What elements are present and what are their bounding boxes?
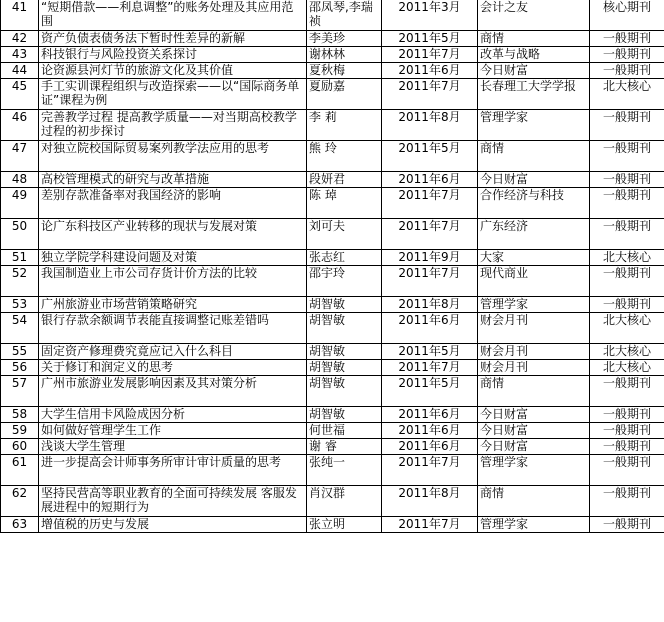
journal-cell: 财会月刊 xyxy=(478,360,590,376)
publish-date-cell: 2011年6月 xyxy=(382,439,478,455)
author-cell: 陈 琸 xyxy=(307,188,382,219)
journal-level-cell: 一般期刊 xyxy=(590,455,664,486)
row-number-cell: 54 xyxy=(1,313,39,344)
row-number-cell: 62 xyxy=(1,486,39,517)
publish-date-cell: 2011年7月 xyxy=(382,455,478,486)
table-row xyxy=(1,47,664,63)
row-number-cell: 41 xyxy=(1,0,39,31)
journal-level-cell: 一般期刊 xyxy=(590,423,664,439)
row-number-cell: 42 xyxy=(1,31,39,47)
author-cell: 胡智敏 xyxy=(307,360,382,376)
table-row xyxy=(1,486,664,517)
publish-date-cell: 2011年7月 xyxy=(382,517,478,533)
journal-cell: 会计之友 xyxy=(478,0,590,31)
author-cell: 肖汉群 xyxy=(307,486,382,517)
journal-level-cell: 一般期刊 xyxy=(590,47,664,63)
row-number-cell: 50 xyxy=(1,219,39,250)
table-row xyxy=(1,297,664,313)
author-cell: 段妍君 xyxy=(307,172,382,188)
paper-title-cell: 浅谈大学生管理 xyxy=(39,439,307,455)
publish-date-cell: 2011年6月 xyxy=(382,407,478,423)
journal-level-cell: 一般期刊 xyxy=(590,486,664,517)
publish-date-cell: 2011年8月 xyxy=(382,297,478,313)
row-number-cell: 57 xyxy=(1,376,39,407)
paper-title-cell: 关于修订和润定义的思考 xyxy=(39,360,307,376)
journal-cell: 长春理工大学学报 xyxy=(478,79,590,110)
publish-date-cell: 2011年6月 xyxy=(382,172,478,188)
author-cell: 谢林林 xyxy=(307,47,382,63)
journal-level-cell: 一般期刊 xyxy=(590,517,664,533)
journal-cell: 管理学家 xyxy=(478,517,590,533)
table-row xyxy=(1,376,664,407)
row-number-cell: 53 xyxy=(1,297,39,313)
author-cell: 张立明 xyxy=(307,517,382,533)
journal-level-cell: 一般期刊 xyxy=(590,31,664,47)
journal-cell: 商情 xyxy=(478,31,590,47)
table-row xyxy=(1,266,664,297)
paper-title-cell: 固定资产修理费究竟应记入什么科目 xyxy=(39,344,307,360)
table-row xyxy=(1,313,664,344)
paper-title-cell: 进一步提高会计师事务所审计审计质量的思考 xyxy=(39,455,307,486)
publish-date-cell: 2011年6月 xyxy=(382,63,478,79)
row-number-cell: 44 xyxy=(1,63,39,79)
paper-title-cell: 银行存款余额调节表能直接调整记账差错吗 xyxy=(39,313,307,344)
journal-cell: 管理学家 xyxy=(478,110,590,141)
journal-level-cell: 一般期刊 xyxy=(590,439,664,455)
row-number-cell: 59 xyxy=(1,423,39,439)
publish-date-cell: 2011年7月 xyxy=(382,219,478,250)
journal-cell: 商情 xyxy=(478,486,590,517)
author-cell: 胡智敏 xyxy=(307,407,382,423)
table-row xyxy=(1,219,664,250)
row-number-cell: 55 xyxy=(1,344,39,360)
paper-title-cell: 如何做好管理学生工作 xyxy=(39,423,307,439)
table-row xyxy=(1,0,664,31)
journal-cell: 今日财富 xyxy=(478,423,590,439)
journal-level-cell: 一般期刊 xyxy=(590,188,664,219)
journal-cell: 管理学家 xyxy=(478,455,590,486)
table-row xyxy=(1,63,664,79)
table-row xyxy=(1,517,664,533)
row-number-cell: 48 xyxy=(1,172,39,188)
publish-date-cell: 2011年7月 xyxy=(382,360,478,376)
author-cell: 何世福 xyxy=(307,423,382,439)
author-cell: 胡智敏 xyxy=(307,376,382,407)
publish-date-cell: 2011年7月 xyxy=(382,188,478,219)
journal-level-cell: 一般期刊 xyxy=(590,141,664,172)
publish-date-cell: 2011年7月 xyxy=(382,79,478,110)
publish-date-cell: 2011年9月 xyxy=(382,250,478,266)
author-cell: 夏励嘉 xyxy=(307,79,382,110)
publish-date-cell: 2011年7月 xyxy=(382,47,478,63)
publish-date-cell: 2011年7月 xyxy=(382,266,478,297)
table-row xyxy=(1,79,664,110)
row-number-cell: 56 xyxy=(1,360,39,376)
journal-cell: 广东经济 xyxy=(478,219,590,250)
journal-level-cell: 北大核心 xyxy=(590,79,664,110)
journal-level-cell: 北大核心 xyxy=(590,313,664,344)
journal-cell: 合作经济与科技 xyxy=(478,188,590,219)
row-number-cell: 63 xyxy=(1,517,39,533)
paper-title-cell: 大学生信用卡风险成因分析 xyxy=(39,407,307,423)
row-number-cell: 45 xyxy=(1,79,39,110)
paper-title-cell: 独立学院学科建设问题及对策 xyxy=(39,250,307,266)
publish-date-cell: 2011年5月 xyxy=(382,141,478,172)
journal-cell: 财会月刊 xyxy=(478,344,590,360)
table-row xyxy=(1,423,664,439)
row-number-cell: 51 xyxy=(1,250,39,266)
journal-level-cell: 一般期刊 xyxy=(590,297,664,313)
publication-table-body xyxy=(1,0,664,533)
journal-level-cell: 一般期刊 xyxy=(590,63,664,79)
table-row xyxy=(1,407,664,423)
journal-cell: 管理学家 xyxy=(478,297,590,313)
journal-level-cell: 北大核心 xyxy=(590,360,664,376)
row-number-cell: 52 xyxy=(1,266,39,297)
author-cell: 邵宇玲 xyxy=(307,266,382,297)
row-number-cell: 60 xyxy=(1,439,39,455)
row-number-cell: 58 xyxy=(1,407,39,423)
table-row xyxy=(1,110,664,141)
row-number-cell: 46 xyxy=(1,110,39,141)
journal-level-cell: 一般期刊 xyxy=(590,376,664,407)
author-cell: 胡智敏 xyxy=(307,313,382,344)
table-row xyxy=(1,250,664,266)
author-cell: 谢 睿 xyxy=(307,439,382,455)
paper-title-cell: 论资源县河灯节的旅游文化及其价值 xyxy=(39,63,307,79)
table-row xyxy=(1,360,664,376)
row-number-cell: 61 xyxy=(1,455,39,486)
journal-level-cell: 一般期刊 xyxy=(590,219,664,250)
journal-level-cell: 一般期刊 xyxy=(590,266,664,297)
author-cell: 胡智敏 xyxy=(307,344,382,360)
table-row xyxy=(1,455,664,486)
table-row xyxy=(1,344,664,360)
publish-date-cell: 2011年3月 xyxy=(382,0,478,31)
paper-title-cell: 广州旅游业市场营销策略研究 xyxy=(39,297,307,313)
author-cell: 夏秋梅 xyxy=(307,63,382,79)
row-number-cell: 47 xyxy=(1,141,39,172)
author-cell: 李 莉 xyxy=(307,110,382,141)
publish-date-cell: 2011年5月 xyxy=(382,344,478,360)
table-row xyxy=(1,172,664,188)
publish-date-cell: 2011年8月 xyxy=(382,486,478,517)
journal-level-cell: 一般期刊 xyxy=(590,110,664,141)
journal-cell: 商情 xyxy=(478,376,590,407)
paper-title-cell: “短期借款——利息调整”的账务处理及其应用范围 xyxy=(39,0,307,31)
journal-cell: 改革与战略 xyxy=(478,47,590,63)
publish-date-cell: 2011年6月 xyxy=(382,423,478,439)
table-row xyxy=(1,439,664,455)
journal-level-cell: 核心期刊 xyxy=(590,0,664,31)
paper-title-cell: 高校管理模式的研究与改革措施 xyxy=(39,172,307,188)
publish-date-cell: 2011年8月 xyxy=(382,110,478,141)
journal-cell: 财会月刊 xyxy=(478,313,590,344)
paper-title-cell: 资产负债表债务法下暂时性差异的新解 xyxy=(39,31,307,47)
author-cell: 邵凤琴,李瑞祯 xyxy=(307,0,382,31)
paper-title-cell: 差别存款准备率对我国经济的影响 xyxy=(39,188,307,219)
journal-level-cell: 北大核心 xyxy=(590,344,664,360)
author-cell: 胡智敏 xyxy=(307,297,382,313)
journal-level-cell: 北大核心 xyxy=(590,250,664,266)
paper-title-cell: 对独立院校国际贸易案列教学法应用的思考 xyxy=(39,141,307,172)
paper-title-cell: 我国制造业上市公司存货计价方法的比较 xyxy=(39,266,307,297)
paper-title-cell: 坚持民营高等职业教育的全面可持续发展 客服发展进程中的短期行为 xyxy=(39,486,307,517)
table-row xyxy=(1,188,664,219)
journal-level-cell: 一般期刊 xyxy=(590,407,664,423)
journal-cell: 今日财富 xyxy=(478,172,590,188)
author-cell: 张志红 xyxy=(307,250,382,266)
paper-title-cell: 手工实训课程组织与改造探索——以“国际商务单证”课程为例 xyxy=(39,79,307,110)
paper-title-cell: 增值税的历史与发展 xyxy=(39,517,307,533)
table-row xyxy=(1,31,664,47)
journal-cell: 现代商业 xyxy=(478,266,590,297)
journal-cell: 今日财富 xyxy=(478,63,590,79)
paper-title-cell: 科技银行与风险投资关系探讨 xyxy=(39,47,307,63)
table-row xyxy=(1,141,664,172)
publish-date-cell: 2011年5月 xyxy=(382,376,478,407)
author-cell: 熊 玲 xyxy=(307,141,382,172)
publish-date-cell: 2011年6月 xyxy=(382,313,478,344)
author-cell: 张纯一 xyxy=(307,455,382,486)
journal-cell: 今日财富 xyxy=(478,439,590,455)
row-number-cell: 49 xyxy=(1,188,39,219)
paper-title-cell: 论广东科技区产业转移的现状与发展对策 xyxy=(39,219,307,250)
publish-date-cell: 2011年5月 xyxy=(382,31,478,47)
journal-cell: 大家 xyxy=(478,250,590,266)
journal-cell: 商情 xyxy=(478,141,590,172)
paper-title-cell: 广州市旅游业发展影响因素及其对策分析 xyxy=(39,376,307,407)
author-cell: 李美珍 xyxy=(307,31,382,47)
journal-cell: 今日财富 xyxy=(478,407,590,423)
author-cell: 刘可夫 xyxy=(307,219,382,250)
journal-level-cell: 一般期刊 xyxy=(590,172,664,188)
paper-title-cell: 完善教学过程 提高教学质量——对当期高校教学过程的初步探讨 xyxy=(39,110,307,141)
row-number-cell: 43 xyxy=(1,47,39,63)
